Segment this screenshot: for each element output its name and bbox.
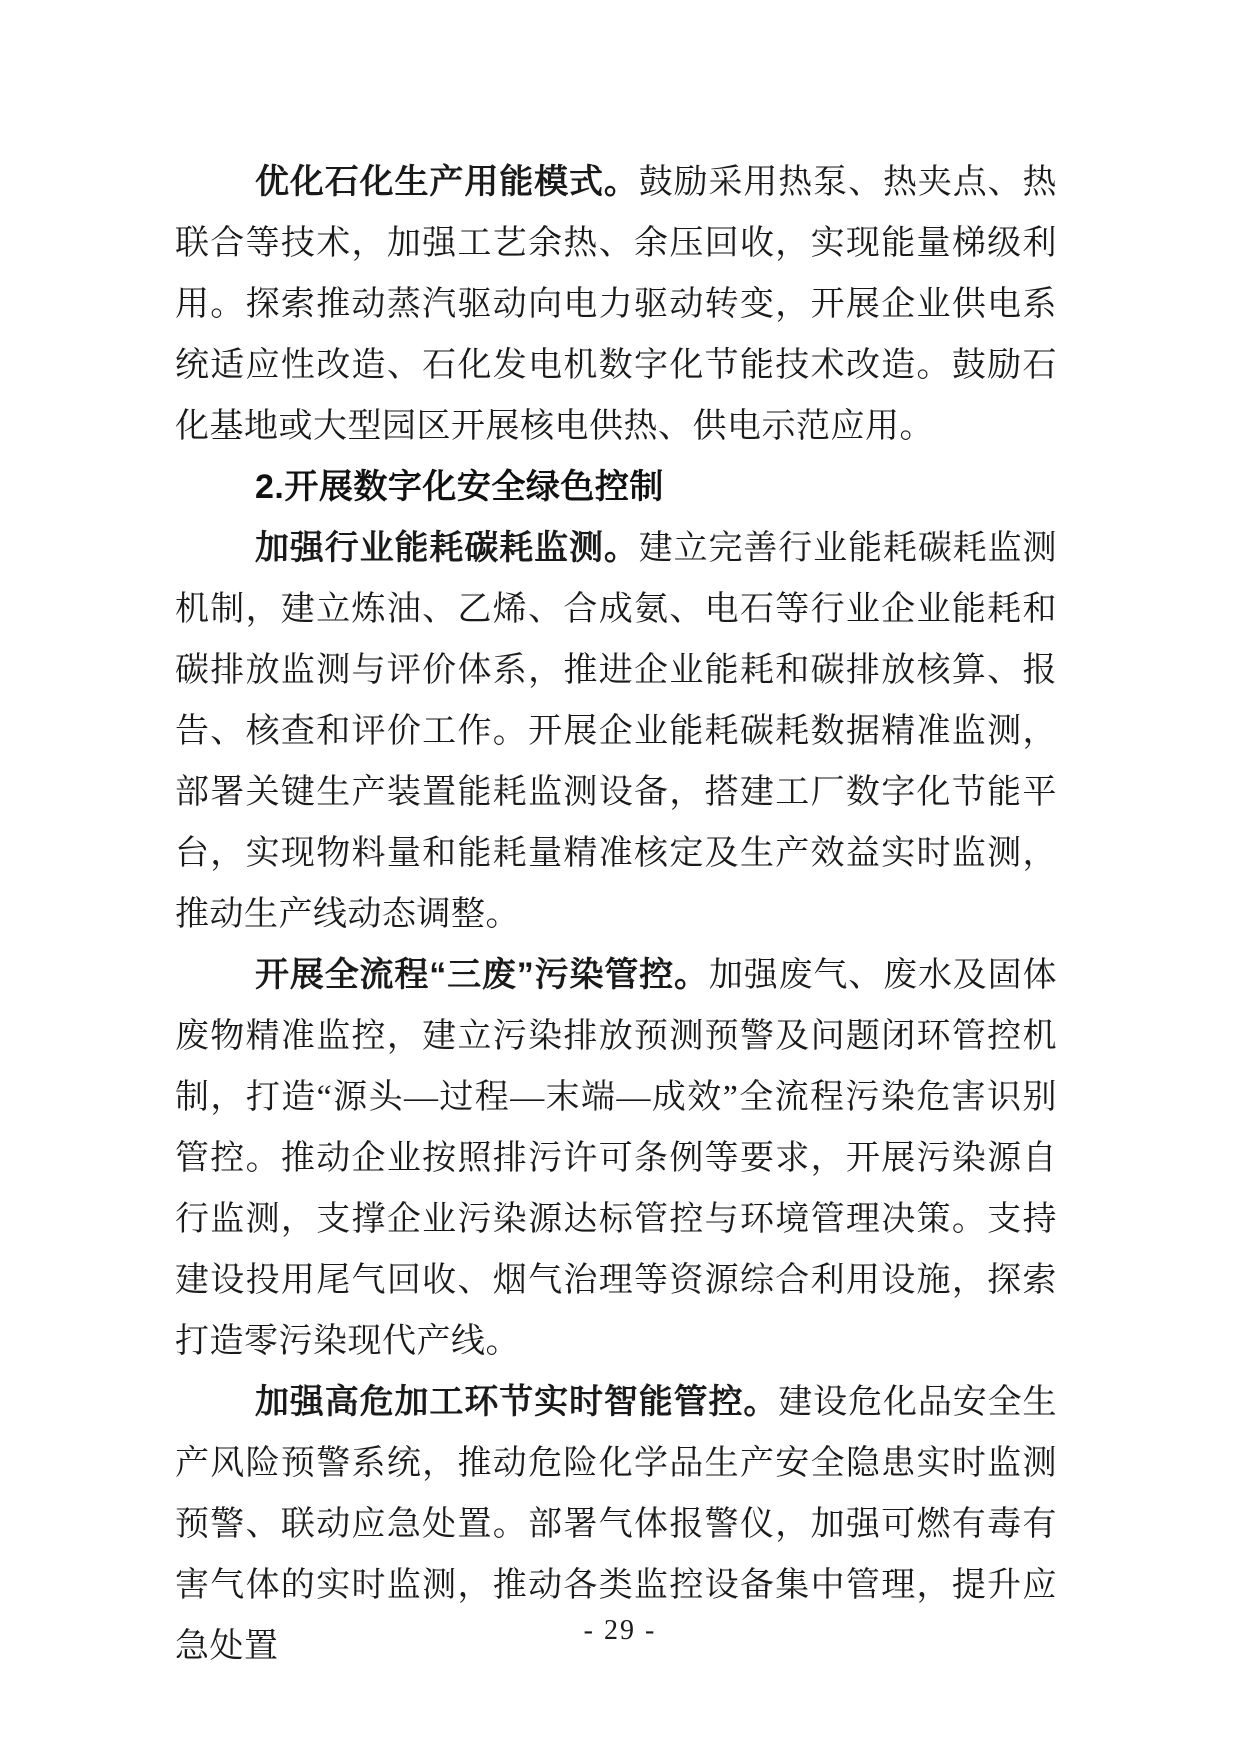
paragraph-three-wastes-control-lead: 开展全流程“三废”污染管控。	[255, 956, 709, 994]
paragraph-energy-mode	[175, 152, 1057, 457]
paragraph-energy-mode-text: 鼓励采用热泵、热夹点、热联合等技术，加强工艺余热、余压回收，实现能量梯级利用。探索推动蒸汽驱动向电力驱动转变，开展企业供电系统适应性改造、石化发电机数字化节能技术改造。鼓励石化基地或大型园区开展核电供热、供电示范应用。	[175, 164, 1057, 445]
paragraph-high-risk-smart-control-lead: 加强高危加工环节实时智能管控。	[255, 1383, 779, 1421]
document-body	[175, 152, 1057, 1677]
section-heading-digital-safety-green-control: 2.开展数字化安全绿色控制	[255, 468, 664, 506]
paragraph-energy-carbon-monitoring	[175, 518, 1057, 945]
page-footer	[0, 1615, 1240, 1647]
paragraph-energy-carbon-monitoring-text: 建立完善行业能耗碳耗监测机制，建立炼油、乙烯、合成氨、电石等行业企业能耗和碳排放监测与评价体系，推进企业能耗和碳排放核算、报告、核查和评价工作。开展企业能耗碳耗数据精准监测，部署关键生产装置能耗监测设备，搭建工厂数字化节能平台，实现物料量和能耗量精准核定及生产效益实时监测，推动生产线动态调整。	[175, 530, 1057, 933]
paragraph-three-wastes-control	[175, 945, 1057, 1372]
page-number: - 29 -	[583, 1615, 657, 1646]
paragraph-energy-carbon-monitoring-lead: 加强行业能耗碳耗监测。	[255, 529, 639, 567]
paragraph-three-wastes-control-text: 加强废气、废水及固体废物精准监控，建立污染排放预测预警及问题闭环管控机制，打造“源头—过程—末端—成效”全流程污染危害识别管控。推动企业按照排污许可条例等要求，开展污染源自行监测，支撑企业污染源达标管控与环境管理决策。支持建设投用尾气回收、烟气治理等资源综合利用设施，探索打造零污染现代产线。	[175, 957, 1058, 1360]
paragraph-energy-mode-lead: 优化石化生产用能模式。	[255, 163, 639, 201]
paragraph-high-risk-smart-control-text: 建设危化品安全生产风险预警系统，推动危险化学品生产安全隐患实时监测预警、联动应急处置。部署气体报警仪，加强可燃有毒有害气体的实时监测，推动各类监控设备集中管理，提升应急处置	[175, 1384, 1058, 1665]
